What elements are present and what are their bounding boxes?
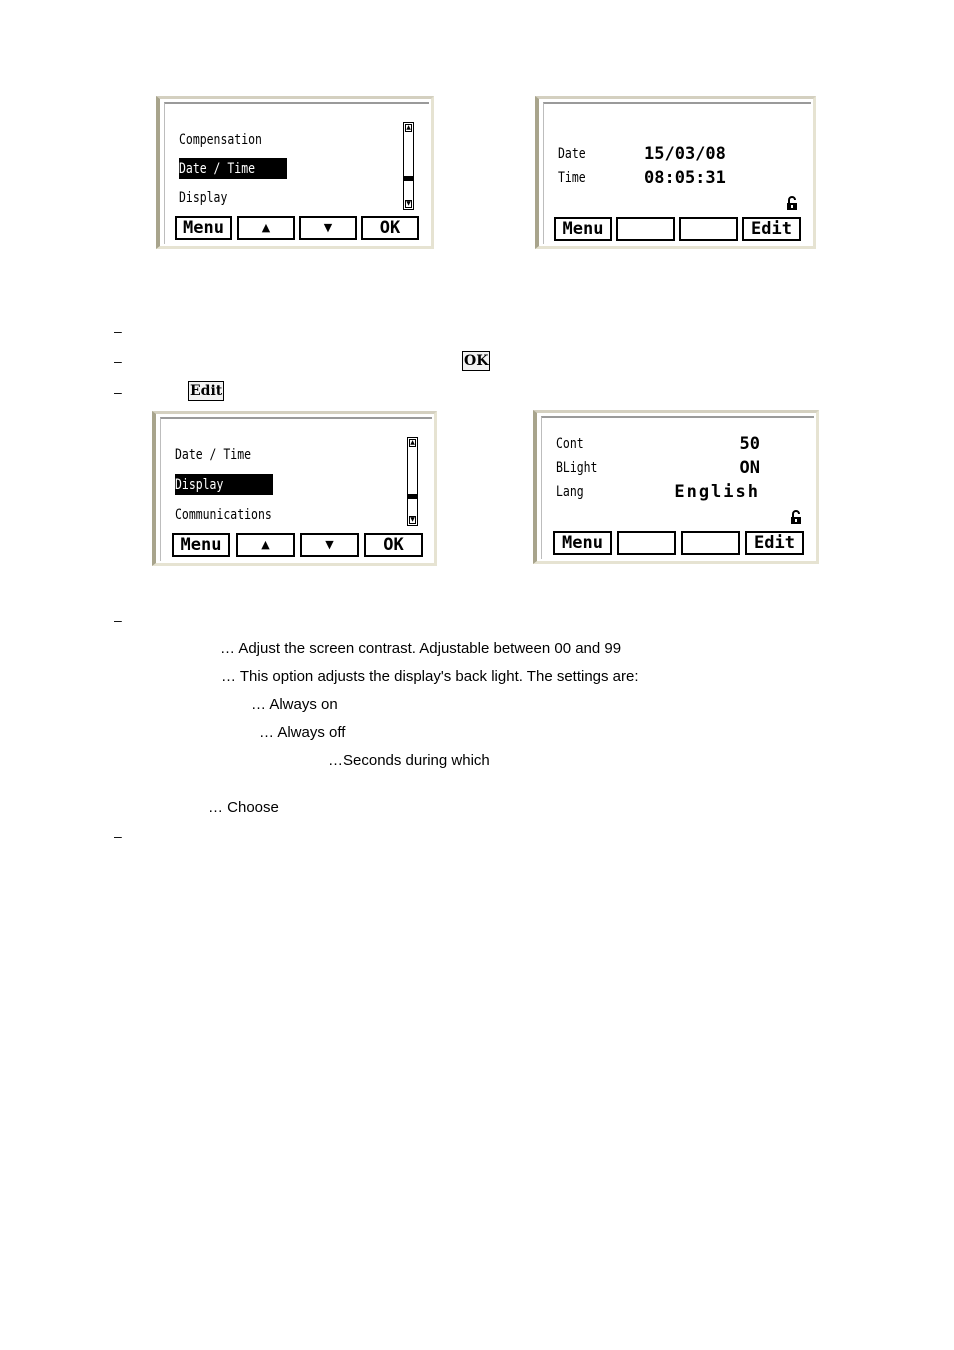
softkey-menu[interactable]: Menu [175, 216, 232, 240]
softkey-blank-2[interactable] [681, 531, 740, 555]
softkey-ok[interactable]: OK [364, 533, 423, 557]
softkey-blank-1[interactable] [616, 217, 675, 241]
softkey-blank-2[interactable] [679, 217, 738, 241]
bullet-dash: – [114, 384, 122, 400]
time-label: Time [558, 170, 586, 186]
softkey-edit[interactable]: Edit [745, 531, 804, 555]
bullet-dash: – [114, 612, 122, 628]
softkey-menu[interactable]: Menu [554, 217, 612, 241]
unlocked-padlock-icon [785, 196, 799, 210]
lcd-area [543, 102, 811, 244]
lcd-menu-screen-2 [152, 411, 437, 566]
date-label: Date [558, 146, 586, 162]
softkey-edit[interactable]: Edit [742, 217, 801, 241]
softkey-ok[interactable]: OK [361, 216, 419, 240]
softkey-blank-1[interactable] [617, 531, 676, 555]
menu-scrollbar[interactable] [403, 122, 414, 210]
menu-scrollbar[interactable] [407, 437, 418, 526]
scroll-up-arrow-icon[interactable]: ▲ [410, 439, 415, 446]
scroll-thumb[interactable] [404, 176, 413, 181]
bullet-dash: – [114, 828, 122, 844]
backlight-seconds: …Seconds during which [328, 752, 490, 769]
menu-item-display[interactable]: Display [175, 477, 224, 493]
ok-key-reference: OK [464, 353, 489, 369]
menu-item-compensation[interactable]: Compensation [179, 132, 262, 148]
backlight-always-off: … Always off [259, 724, 346, 741]
softkey-menu[interactable]: Menu [553, 531, 612, 555]
lcd-display-settings-screen [533, 410, 819, 564]
lcd-area [541, 416, 814, 559]
lcd-area [160, 417, 432, 561]
backlight-always-on: … Always on [251, 696, 338, 713]
unlocked-padlock-icon [789, 510, 803, 524]
softkey-down-icon[interactable]: ▼ [300, 533, 359, 557]
scroll-up-arrow-icon[interactable]: ▲ [406, 124, 411, 131]
bullet-dash: – [114, 323, 122, 339]
menu-item-communications[interactable]: Communications [175, 507, 272, 523]
contrast-description: … Adjust the screen contrast. Adjustable between 00 and 99 [220, 640, 622, 657]
scroll-down-arrow-icon[interactable]: ▼ [406, 200, 411, 207]
menu-item-date-time[interactable]: Date / Time [179, 161, 256, 177]
date-value: 15/03/08 [644, 144, 726, 164]
softkey-up-icon[interactable]: ▲ [237, 216, 295, 240]
softkey-up-icon[interactable]: ▲ [236, 533, 295, 557]
softkey-menu[interactable]: Menu [172, 533, 230, 557]
time-value: 08:05:31 [644, 168, 726, 188]
scroll-thumb[interactable] [408, 494, 417, 499]
lcd-area [164, 102, 429, 244]
contrast-value: 50 [739, 434, 760, 454]
menu-item-display[interactable]: Display [179, 190, 228, 206]
backlight-description: … This option adjusts the display's back light. The settings are: [221, 668, 639, 685]
contrast-label: Cont [556, 436, 584, 452]
language-value: English [674, 482, 760, 502]
menu-item-date-time[interactable]: Date / Time [175, 447, 252, 463]
language-choose: … Choose [208, 799, 279, 816]
lcd-datetime-screen [535, 96, 816, 249]
lcd-menu-screen-1 [156, 96, 434, 249]
bullet-dash: – [114, 353, 122, 369]
language-label: Lang [556, 484, 584, 500]
edit-key-reference: Edit [190, 383, 223, 399]
scroll-down-arrow-icon[interactable]: ▼ [410, 516, 415, 523]
softkey-down-icon[interactable]: ▼ [299, 216, 357, 240]
backlight-label: BLight [556, 460, 598, 476]
backlight-value: ON [739, 458, 760, 478]
